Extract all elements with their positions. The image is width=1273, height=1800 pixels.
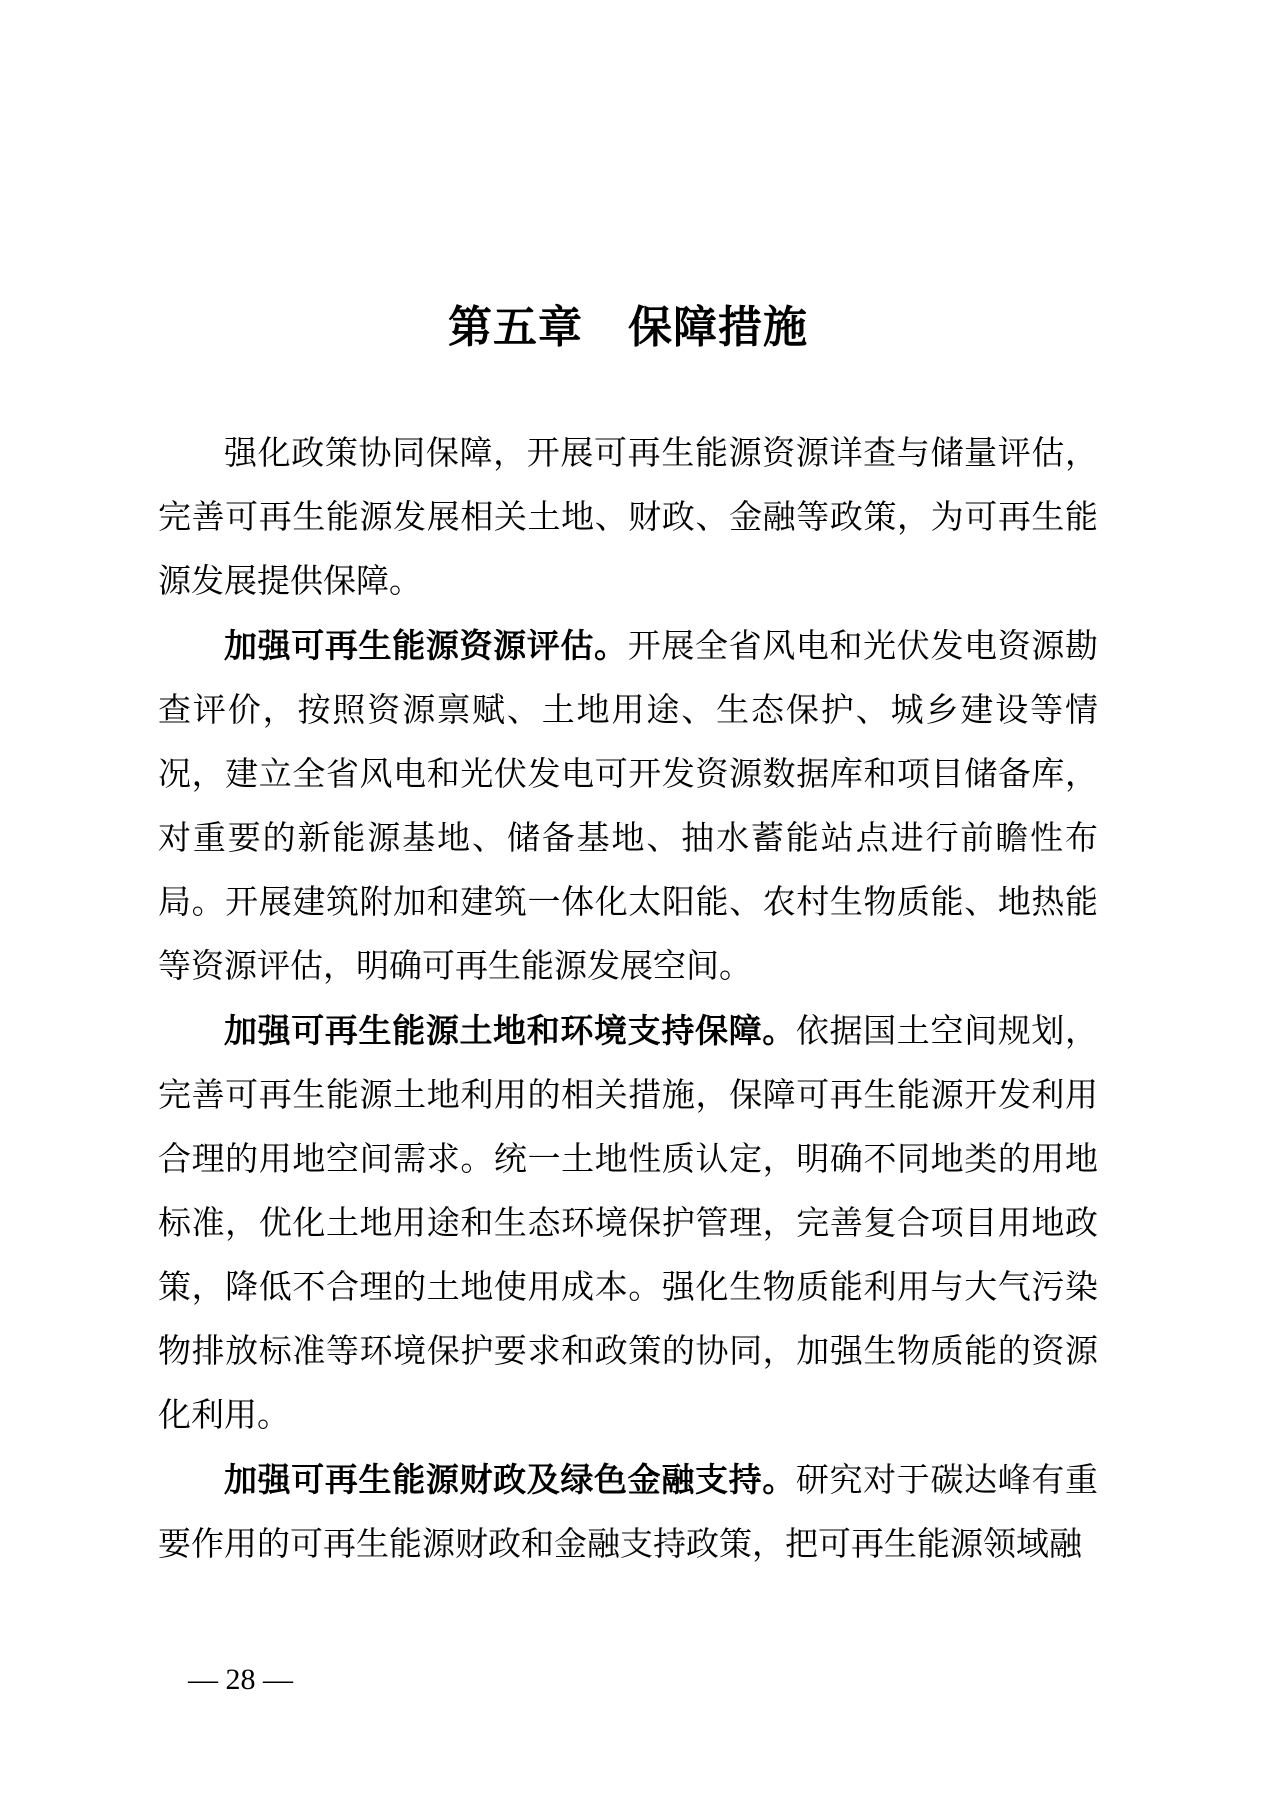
page-footer	[158, 1626, 293, 1734]
paragraph	[158, 614, 1098, 999]
paragraph-lead: 加强可再生能源资源评估。	[224, 627, 628, 664]
paragraph	[158, 1448, 1098, 1577]
paragraph	[158, 999, 1098, 1448]
paragraph-lead: 加强可再生能源财政及绿色金融支持。	[224, 1461, 796, 1498]
document-body	[158, 422, 1098, 1577]
paragraph-text: 强化政策协同保障，开展可再生能源资源详查与储量评估，完善可再生能源发展相关土地、财政、金融等政策，为可再生能源发展提供保障。	[158, 436, 1098, 600]
page-number: — 28 —	[188, 1663, 293, 1696]
paragraph	[158, 422, 1098, 614]
paragraph-lead: 加强可再生能源土地和环境支持保障。	[224, 1012, 796, 1049]
paragraph-text: 依据国土空间规划，完善可再生能源土地利用的相关措施，保障可再生能源开发利用合理的用地空间需求。统一土地性质认定，明确不同地类的用地标准，优化土地用途和生态环境保护管理，完善复合项目用地政策，降低不合理的土地使用成本。强化生物质能利用与大气污染物排放标准等环境保护要求和政策的协同，加强生物质能的资源化利用。	[158, 1014, 1099, 1434]
chapter-title: 第五章 保障措施	[448, 303, 808, 352]
paragraph-text: 研究对于碳达峰有重要作用的可再生能源财政和金融支持政策，把可再生能源领域融	[158, 1463, 1099, 1563]
paragraph-text: 开展全省风电和光伏发电资源勘查评价，按照资源禀赋、土地用途、生态保护、城乡建设等情况，建立全省风电和光伏发电可开发资源数据库和项目储备库，对重要的新能源基地、储备基地、抽水蓄能站点进行前瞻性布局。开展建筑附加和建筑一体化太阳能、农村生物质能、地热能等资源评估，明确可再生能源发展空间。	[158, 629, 1099, 985]
